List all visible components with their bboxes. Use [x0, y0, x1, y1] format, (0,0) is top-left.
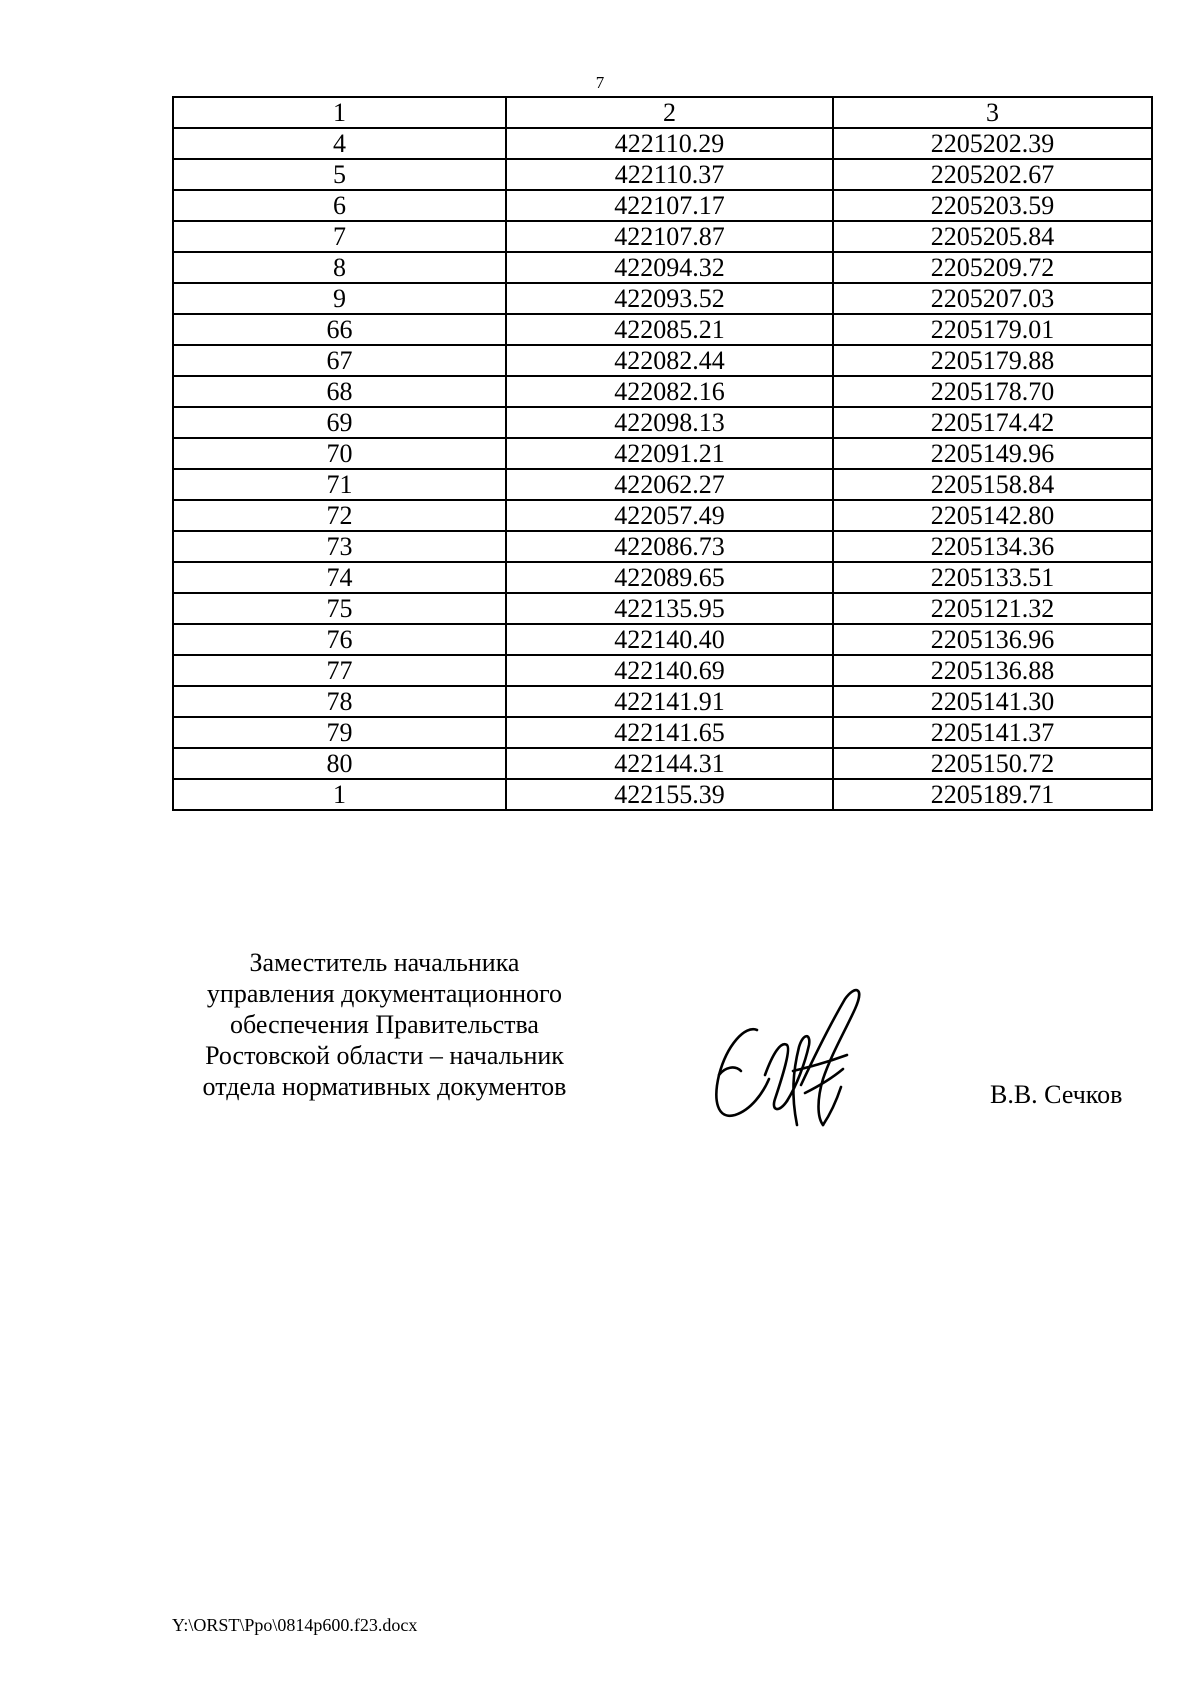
table-cell: 6 — [173, 190, 506, 221]
table-row — [173, 717, 1152, 748]
table-cell: 2205202.67 — [833, 159, 1152, 190]
table-cell: 422140.40 — [506, 624, 833, 655]
table-cell: 75 — [173, 593, 506, 624]
table-cell: 422141.65 — [506, 717, 833, 748]
table-row — [173, 469, 1152, 500]
table-row — [173, 159, 1152, 190]
signer-title-line: Заместитель начальника — [249, 948, 520, 977]
table-row — [173, 655, 1152, 686]
table-cell: 67 — [173, 345, 506, 376]
table-cell: 2205189.71 — [833, 779, 1152, 810]
table-cell: 74 — [173, 562, 506, 593]
table-cell: 422098.13 — [506, 407, 833, 438]
table-cell: 73 — [173, 531, 506, 562]
table-cell: 2205134.36 — [833, 531, 1152, 562]
table-cell: 2205205.84 — [833, 221, 1152, 252]
table-row — [173, 748, 1152, 779]
table-cell: 422082.16 — [506, 376, 833, 407]
table-row — [173, 686, 1152, 717]
coordinates-table-body — [173, 97, 1152, 810]
signer-title-line: Ростовской области – начальник — [205, 1041, 564, 1070]
table-row — [173, 314, 1152, 345]
table-header-cell: 2 — [506, 97, 833, 128]
table-cell: 2205141.30 — [833, 686, 1152, 717]
coordinates-table — [172, 96, 1153, 811]
table-cell: 2205179.88 — [833, 345, 1152, 376]
table-header-row — [173, 97, 1152, 128]
table-row — [173, 376, 1152, 407]
table-row — [173, 283, 1152, 314]
table-cell: 422086.73 — [506, 531, 833, 562]
table-cell: 2205141.37 — [833, 717, 1152, 748]
table-cell: 9 — [173, 283, 506, 314]
table-row — [173, 500, 1152, 531]
signer-position-title — [172, 947, 597, 1102]
table-row — [173, 252, 1152, 283]
table-header-cell: 3 — [833, 97, 1152, 128]
table-cell: 69 — [173, 407, 506, 438]
table-cell: 422141.91 — [506, 686, 833, 717]
table-cell: 422085.21 — [506, 314, 833, 345]
table-cell: 2205142.80 — [833, 500, 1152, 531]
table-cell: 422093.52 — [506, 283, 833, 314]
table-cell: 422082.44 — [506, 345, 833, 376]
table-cell: 2205136.96 — [833, 624, 1152, 655]
table-cell: 422057.49 — [506, 500, 833, 531]
page-number: 7 — [595, 73, 605, 92]
table-cell: 79 — [173, 717, 506, 748]
table-cell: 422089.65 — [506, 562, 833, 593]
table-row — [173, 624, 1152, 655]
table-cell: 2205174.42 — [833, 407, 1152, 438]
table-row — [173, 779, 1152, 810]
table-row — [173, 593, 1152, 624]
table-cell: 71 — [173, 469, 506, 500]
table-cell: 2205179.01 — [833, 314, 1152, 345]
handwritten-signature-icon — [705, 975, 875, 1135]
table-cell: 422062.27 — [506, 469, 833, 500]
table-row — [173, 190, 1152, 221]
table-cell: 422140.69 — [506, 655, 833, 686]
table-cell: 66 — [173, 314, 506, 345]
table-cell: 76 — [173, 624, 506, 655]
table-row — [173, 562, 1152, 593]
table-cell: 422155.39 — [506, 779, 833, 810]
table-cell: 77 — [173, 655, 506, 686]
table-cell: 68 — [173, 376, 506, 407]
table-cell: 2205149.96 — [833, 438, 1152, 469]
table-cell: 422135.95 — [506, 593, 833, 624]
table-cell: 422107.17 — [506, 190, 833, 221]
table-row — [173, 128, 1152, 159]
table-cell: 5 — [173, 159, 506, 190]
table-row — [173, 345, 1152, 376]
table-cell: 80 — [173, 748, 506, 779]
table-cell: 72 — [173, 500, 506, 531]
table-cell: 2205209.72 — [833, 252, 1152, 283]
table-row — [173, 407, 1152, 438]
table-cell: 422144.31 — [506, 748, 833, 779]
table-header-cell: 1 — [173, 97, 506, 128]
table-cell: 78 — [173, 686, 506, 717]
table-cell: 422094.32 — [506, 252, 833, 283]
table-cell: 422110.29 — [506, 128, 833, 159]
document-file-path: Y:\ORST\Ppo\0814p600.f23.docx — [172, 1615, 418, 1635]
table-cell: 1 — [173, 779, 506, 810]
signer-title-line: управления документационного — [206, 979, 563, 1008]
table-row — [173, 531, 1152, 562]
table-cell: 7 — [173, 221, 506, 252]
table-cell: 422110.37 — [506, 159, 833, 190]
table-row — [173, 438, 1152, 469]
table-cell: 2205150.72 — [833, 748, 1152, 779]
table-cell: 2205203.59 — [833, 190, 1152, 221]
table-row — [173, 221, 1152, 252]
table-cell: 422091.21 — [506, 438, 833, 469]
signer-title-line: обеспечения Правительства — [230, 1010, 539, 1039]
table-cell: 2205133.51 — [833, 562, 1152, 593]
table-cell: 422107.87 — [506, 221, 833, 252]
table-cell: 2205202.39 — [833, 128, 1152, 159]
table-cell: 2205136.88 — [833, 655, 1152, 686]
table-cell: 4 — [173, 128, 506, 159]
table-cell: 8 — [173, 252, 506, 283]
signer-title-line: отдела нормативных документов — [202, 1072, 567, 1101]
table-cell: 2205158.84 — [833, 469, 1152, 500]
table-cell: 70 — [173, 438, 506, 469]
signer-name: В.В. Сечков — [990, 1080, 1123, 1109]
table-cell: 2205121.32 — [833, 593, 1152, 624]
table-cell: 2205178.70 — [833, 376, 1152, 407]
table-cell: 2205207.03 — [833, 283, 1152, 314]
